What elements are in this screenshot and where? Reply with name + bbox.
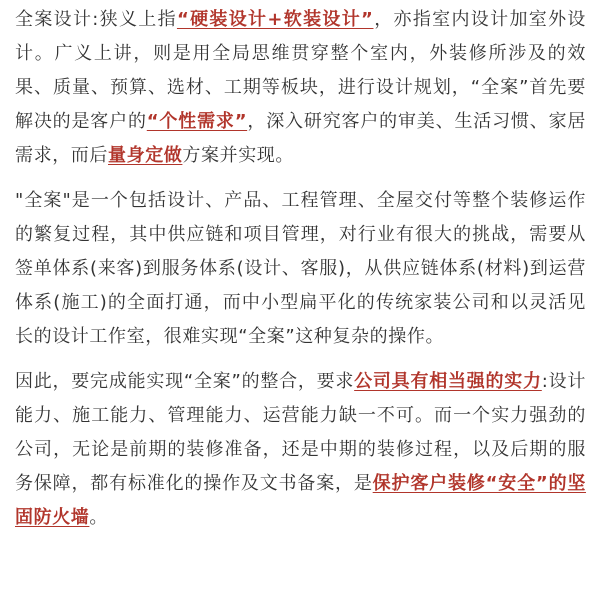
para2-text-1: "全案"是一个包括设计、产品、工程管理、全屋交付等整个装修运作的繁复过程，其中供应链和项目管理，对行业有很大的挑战，需要从签单体系(来客)到服务体系(设计、客服)，从供应链体系(材料)到运营体系(施工)的全面打通，而中小型扁平化的传统家装公司和以灵活见长的设计工作室，很难实现“全案”这种复杂的操作。 xyxy=(15,190,586,347)
para3-text-1: 因此，要完成能实现“全案”的整合，要求 xyxy=(15,371,355,392)
para3-text-2: :设计能力、施工能力、管理能力、运营能力缺一不可。而一个实力强劲的公司，无论是前期的装修准备，还是中期的装修过程，以及后期的服务保障，都有标准化的操作及文书备案，是 xyxy=(15,371,586,494)
highlight-personal-needs: “个性需求” xyxy=(146,111,248,132)
highlight-firewall: 保护客户装修“安全”的坚固防火墙 xyxy=(15,473,587,528)
highlight-hard-soft-design: “硬装设计+软装设计” xyxy=(176,9,374,30)
highlight-company-strength: 公司具有相当强的实力 xyxy=(354,371,542,392)
para1-text-4: 方案并实现。 xyxy=(182,145,295,166)
para1-text-1: 全案设计:狭义上指 xyxy=(15,9,177,30)
para1-text-2: ，亦指室内设计加室外设计。广义上讲，则是用全局思维贯穿整个室内，外装修所涉及的效果、质量、预算、选材、工期等板块，进行设计规划，“全案”首先要解决的是客户的 xyxy=(15,9,586,132)
highlight-tailor-made: 量身定做 xyxy=(108,145,183,166)
para3-text-3: 。 xyxy=(89,507,109,528)
paragraph-process xyxy=(15,184,586,354)
paragraph-company-strength xyxy=(15,365,586,535)
paragraph-definition xyxy=(15,0,586,173)
para1-text-3: ，深入研究客户的审美、生活习惯、家居需求，而后 xyxy=(15,111,587,166)
